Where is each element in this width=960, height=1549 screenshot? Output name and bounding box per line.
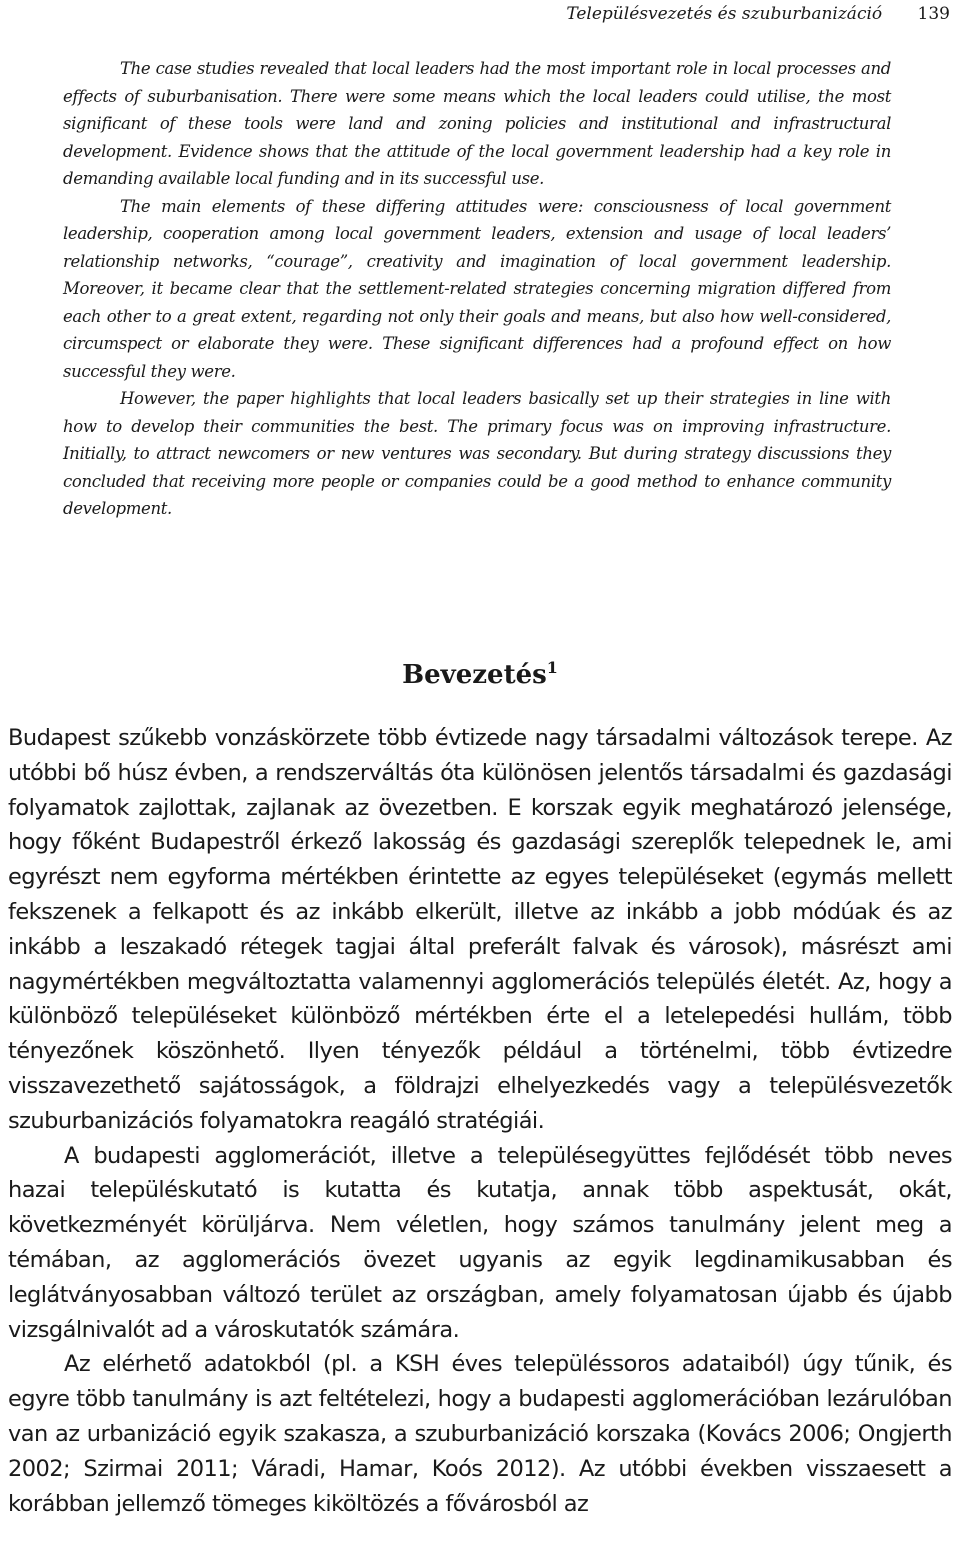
abstract-paragraph-1: The case studies revealed that local leaders had the most important role in local processes and effects of suburbanisation. There were some means which the local leaders could utilise, the most significant of these tools were land and zoning policies and institutional and infrastructural development. Evidence shows that the attitude of the local government leadership had a key role in demanding available local funding and in its successful use. xyxy=(63,59,891,188)
running-head-title: Településvezetés és szuburbanizáció xyxy=(566,4,883,24)
section-heading xyxy=(0,648,960,695)
footnote-mark: 1 xyxy=(546,658,558,677)
page-number: 139 xyxy=(917,4,950,24)
body-paragraph-2: A budapesti agglomerációt, illetve a településegyüttes fejlődését több neves hazai településkutató is kutatta és kutatja, annak több aspektusát, okát, következményét körüljárva. Nem véletlen, hogy számos tanulmány jelent meg a témában, az agglomerációs övezet ugyanis az egyik legdinamikusabban és leglátványosabban változó terület az országban, amely folyamatosan újabb és újabb vizsgálnivalót ad a városkutatók számára. xyxy=(8,1142,952,1343)
section-heading-text: Bevezetés xyxy=(402,660,547,690)
abstract-paragraph-2: The main elements of these differing attitudes were: consciousness of local government leadership, cooperation among local government leaders, extension and usage of local leaders’ relationship networks, “courage”, creativity and imagination of local government leadership. Moreover, it became clear that the settlement-related strategies concerning migration differed from each other to a great extent, regarding not only their goals and means, but also how well-considered, circumspect or elaborate they were. These significant differences had a profound effect on how successful they were. xyxy=(63,196,891,381)
body-paragraph-1: Budapest szűkebb vonzáskörzete több évtizede nagy társadalmi változások terepe. Az utóbbi bő húsz évben, a rendszerváltás óta különösen jelentős társadalmi és gazdasági folyamatok zajlottak, zajlanak az övezetben. E korszak egyik meghatározó jelensége, hogy főként Budapestről érkező lakosság és gazdasági szereplők telepednek le, ami egyrészt nem egyforma mértékben érintette az egyes településeket (egymás mellett fekszenek a felkapott és az inkább elkerült, illetve az inkább a jobb módúak és az inkább a leszakadó rétegek tagjai által preferált falvak és városok), másrészt ami nagymértékben megváltoztatta valamennyi agglomerációs település életét. Az, hogy a különböző településeket különböző mértékben érte el a letelepedési hullám, több tényezőnek köszönhető. Ilyen tényezők például a történelmi, több évtizedre visszavezethető sajátosságok, a földrajzi elhelyezkedés vagy a településvezetők szuburbanizációs folyamatokra reagáló stratégiái. xyxy=(8,725,952,1134)
body-paragraph-3: Az elérhető adatokból (pl. a KSH éves településsoros adataiból) úgy tűnik, és egyre több tanulmány is azt feltételezi, hogy a budapesti agglomerációban lezárulóban van az urbanizáció egyik szakasza, a szuburbanizáció korszaka (Kovács 2006; Ongjerth 2002; Szirmai 2011; Váradi, Hamar, Koós 2012). Az utóbbi években visszaesett a korábban jellemző tömeges kiköltözés a fővárosból az xyxy=(8,1351,952,1517)
english-abstract xyxy=(63,55,891,523)
running-head xyxy=(566,4,950,24)
body-text xyxy=(8,721,952,1521)
abstract-paragraph-3: However, the paper highlights that local leaders basically set up their strategies in line with how to develop their communities the best. The primary focus was on improving infrastructure. Initially, to attract newcomers or new ventures was secondary. But during strategy discussions they concluded that receiving more people or companies could be a good method to enhance community development. xyxy=(63,389,891,518)
